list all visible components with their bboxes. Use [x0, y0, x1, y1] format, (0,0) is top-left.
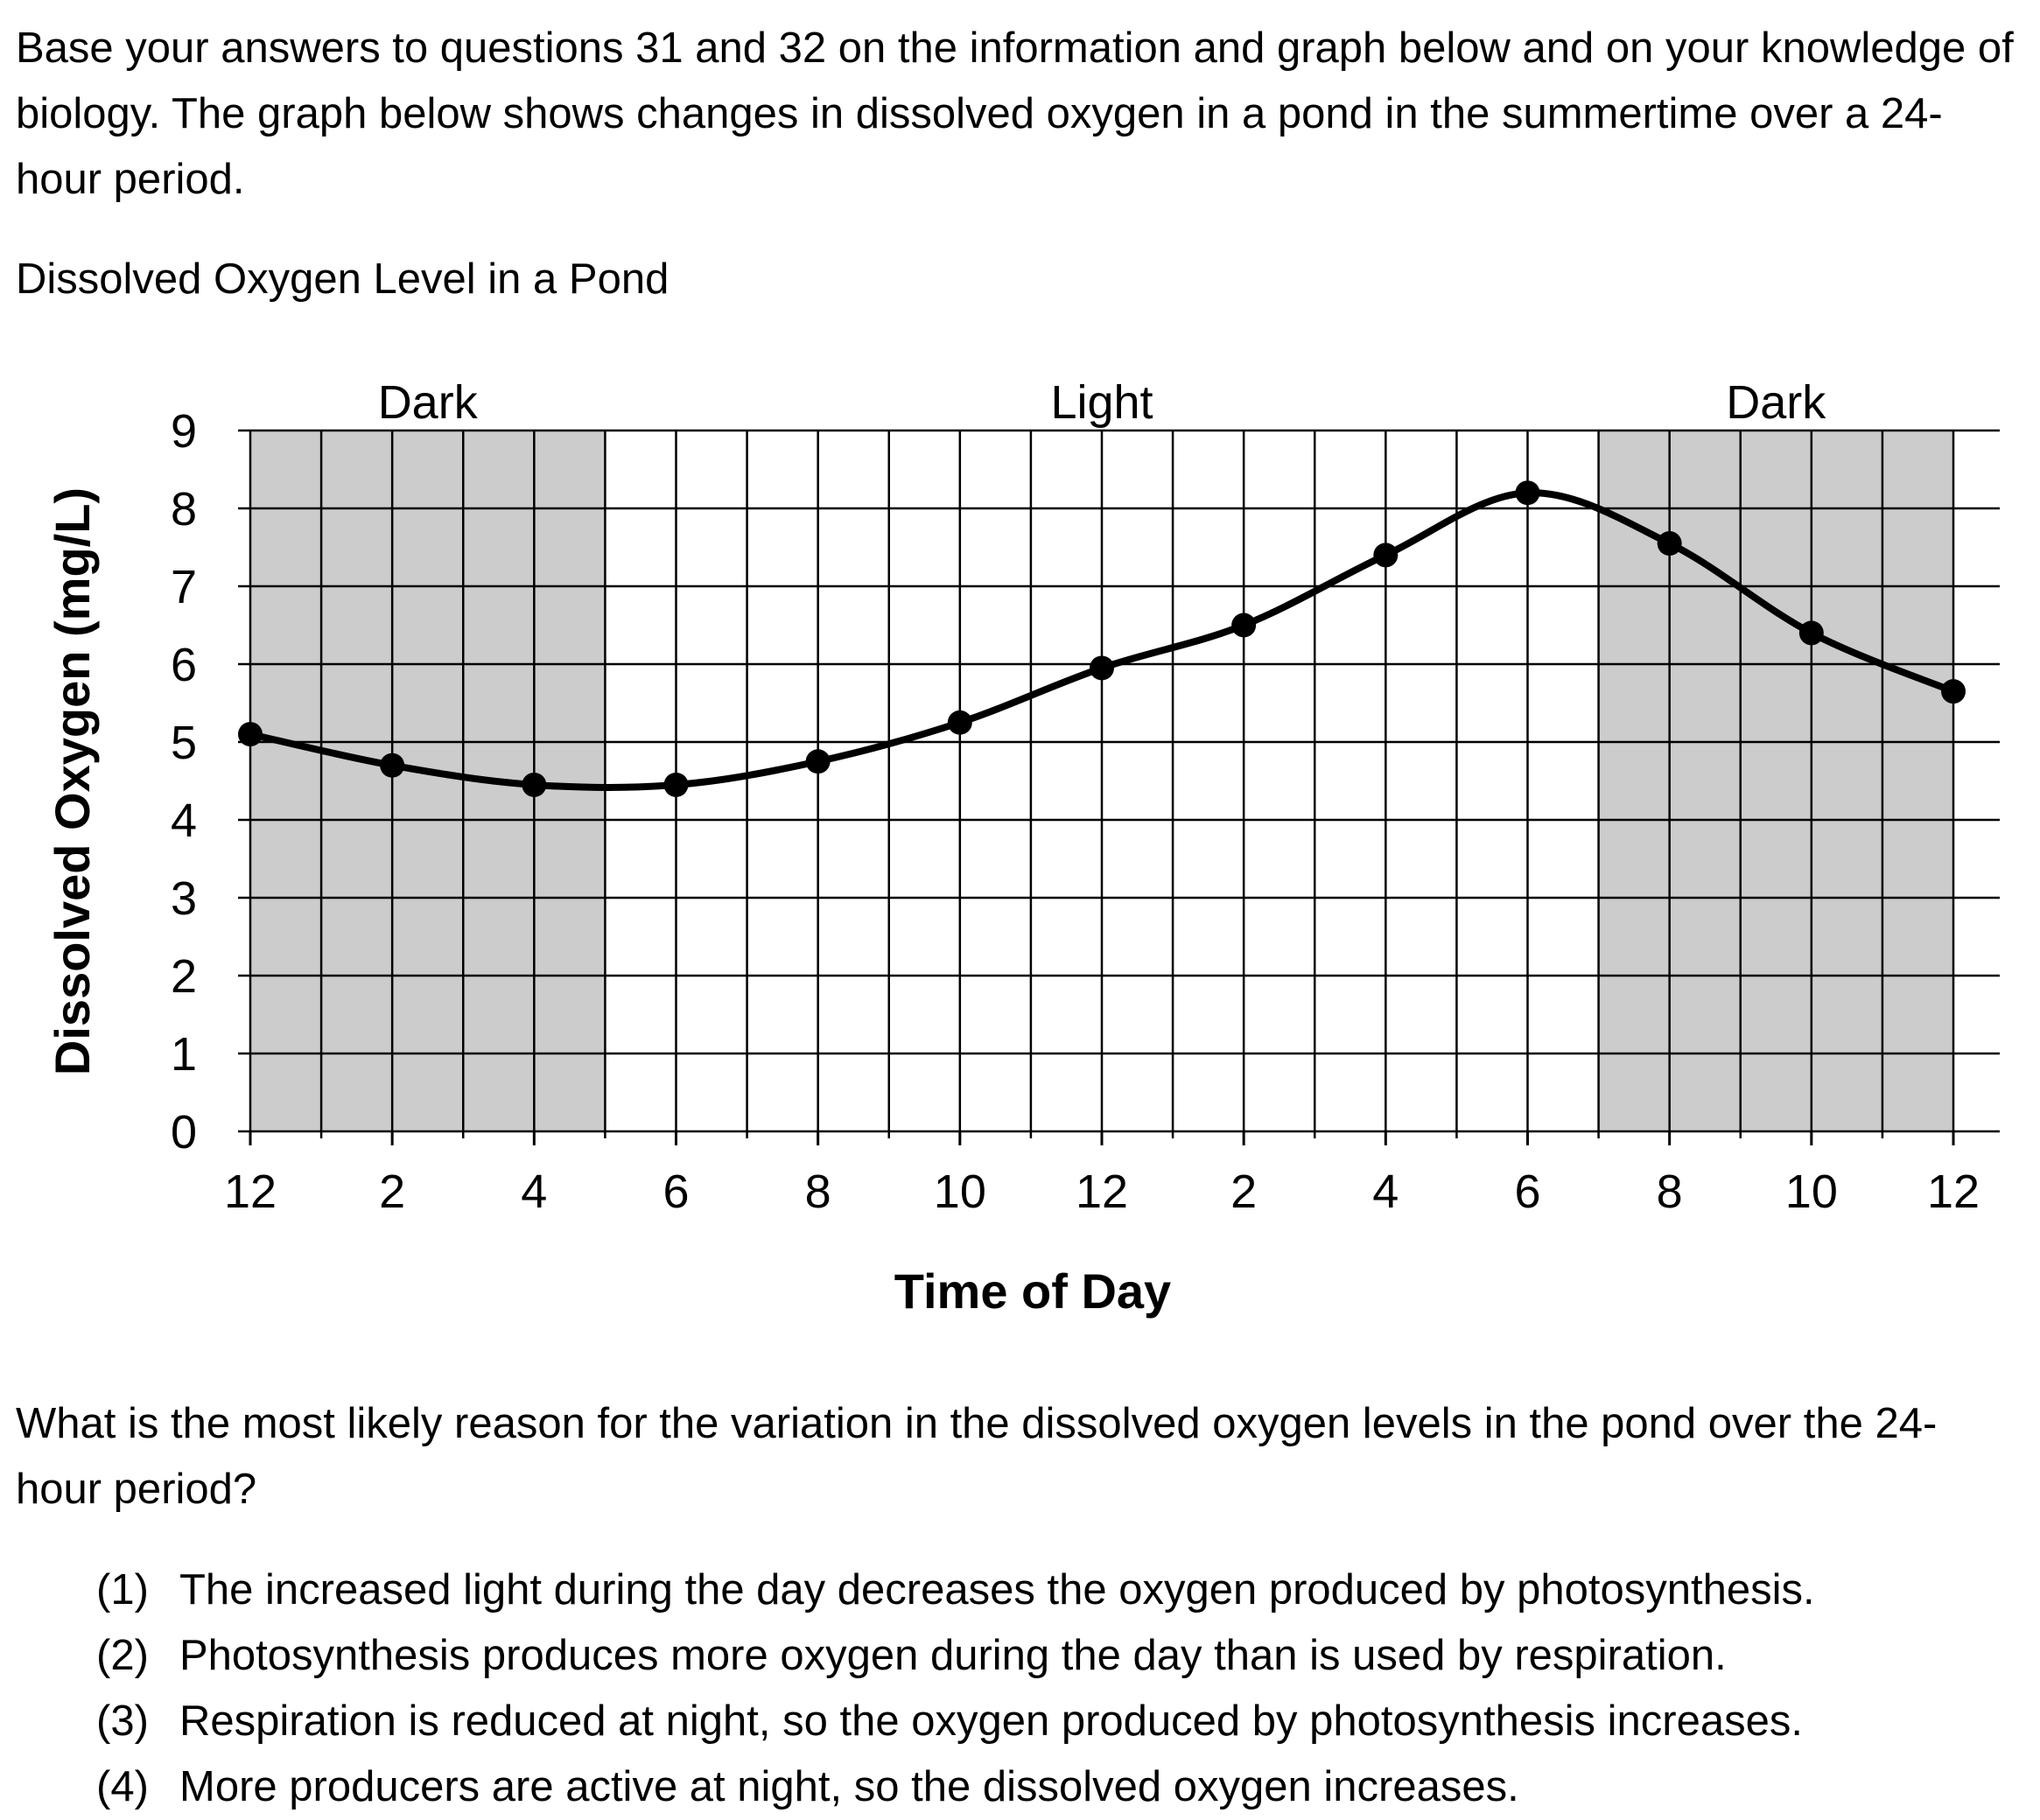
data-point [1090, 655, 1114, 680]
data-point [238, 722, 263, 746]
choice-text: More producers are active at night, so the dissolved oxygen increases. [179, 1763, 1519, 1810]
answer-choices [96, 1558, 1815, 1820]
y-tick-label: 5 [170, 717, 198, 769]
x-tick-label: 6 [1514, 1166, 1541, 1218]
answer-choice-1[interactable] [96, 1558, 1815, 1623]
data-point [522, 773, 546, 797]
x-tick-label: 12 [223, 1166, 277, 1218]
x-tick-label: 10 [933, 1166, 986, 1218]
x-tick-label: 6 [662, 1166, 690, 1218]
answer-choice-4[interactable] [96, 1754, 1815, 1820]
answer-choice-2[interactable] [96, 1623, 1815, 1689]
data-point [1373, 542, 1398, 567]
x-tick-label: 12 [1926, 1166, 1980, 1218]
x-tick-label: 2 [379, 1166, 406, 1218]
y-tick-label: 0 [170, 1106, 198, 1158]
choice-number: (1) [96, 1566, 149, 1614]
x-tick-label: 4 [521, 1166, 548, 1218]
x-tick-label: 12 [1075, 1166, 1129, 1218]
x-axis-label: Time of Day [894, 1264, 1172, 1319]
x-tick-label: 4 [1372, 1166, 1399, 1218]
x-tick-label: 8 [1656, 1166, 1683, 1218]
y-tick-label: 7 [170, 561, 198, 613]
choice-number: (3) [96, 1698, 149, 1745]
x-tick-label: 10 [1784, 1166, 1838, 1218]
data-point [1941, 679, 1966, 704]
x-tick-label: 2 [1230, 1166, 1258, 1218]
data-point [948, 710, 972, 735]
y-tick-label: 9 [170, 405, 198, 458]
data-point [1799, 620, 1824, 645]
y-tick-label: 3 [170, 872, 198, 925]
y-tick-label: 2 [170, 950, 198, 1003]
data-point [806, 749, 831, 774]
y-tick-label: 8 [170, 483, 198, 536]
data-point [664, 773, 689, 797]
region-label: Dark [377, 376, 478, 429]
choice-number: (4) [96, 1763, 149, 1810]
data-point [1658, 531, 1682, 556]
region-label: Dark [1726, 376, 1826, 429]
question-text: What is the most likely reason for the variation in the dissolved oxygen levels in the pond over the 24-hour period? [16, 1400, 1938, 1513]
data-point [380, 753, 404, 778]
intro-text: Base your answers to questions 31 and 32 on the information and graph below and on your knowledge of biology. The graph below shows changes in dissolved oxygen in a pond in the summertime over a 24-hour period. [16, 24, 2014, 203]
y-tick-label: 4 [170, 794, 198, 847]
y-axis-label: Dissolved Oxygen (mg/L) [45, 486, 100, 1076]
choice-text: The increased light during the day decreases the oxygen produced by photosynthesis. [179, 1566, 1815, 1614]
x-tick-label: 8 [804, 1166, 831, 1218]
data-point [1516, 480, 1540, 505]
chart-title: Dissolved Oxygen Level in a Pond [16, 256, 669, 303]
choice-text: Respiration is reduced at night, so the oxygen produced by photosynthesis increases. [179, 1698, 1803, 1745]
y-tick-label: 6 [170, 639, 198, 691]
data-point [1231, 613, 1256, 638]
answer-choice-3[interactable] [96, 1689, 1815, 1754]
y-tick-label: 1 [170, 1028, 198, 1081]
choice-text: Photosynthesis produces more oxygen during the day than is used by respiration. [179, 1632, 1727, 1679]
choice-number: (2) [96, 1632, 149, 1679]
region-label: Light [1050, 376, 1153, 429]
dark-region-shade [250, 430, 605, 1131]
